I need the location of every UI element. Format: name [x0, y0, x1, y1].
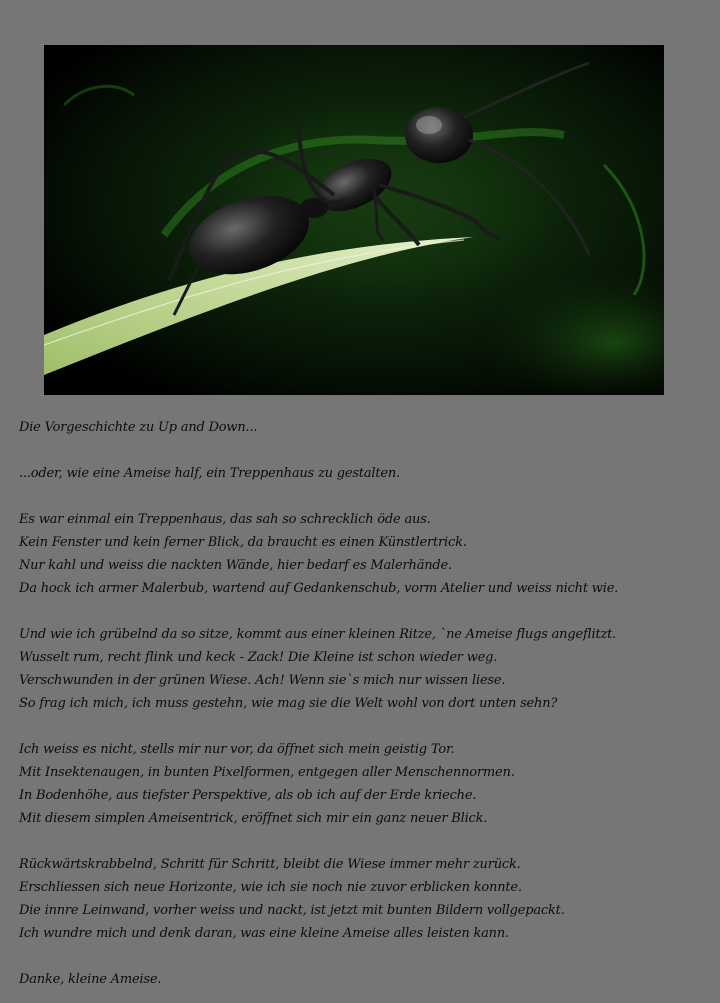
ant-photo [44, 45, 664, 395]
stanza-3 [19, 738, 709, 830]
verse-line: Rückwärtskrabbelnd, Schritt für Schritt, bleibt die Wiese immer mehr zurück. [19, 857, 521, 872]
verse-line: Nur kahl und weiss die nackten Wände, hier bedarf es Malerhände. [19, 558, 452, 573]
stanza-1 [19, 508, 709, 600]
verse-line: Wusselt rum, recht flink und keck - Zack! Die Kleine ist schon wieder weg. [19, 650, 498, 665]
verse-line: Verschwunden in der grünen Wiese. Ach! Wenn sie`s mich nur wissen liese. [19, 673, 506, 688]
verse-line: Und wie ich grübelnd da so sitze, kommt aus einer kleinen Ritze, `ne Ameise flugs angeflitzt. [19, 627, 617, 642]
ant-on-grass-image [44, 45, 664, 395]
verse-line: So frag ich mich, ich muss gestehn, wie mag sie die Welt wohl von dort unten sehn? [19, 696, 558, 711]
stanza-2 [19, 623, 709, 715]
story-subtitle: ...oder, wie eine Ameise half, ein Treppenhaus zu gestalten. [19, 466, 400, 481]
verse-line: Ich wundre mich und denk daran, was eine kleine Ameise alles leisten kann. [19, 926, 509, 941]
story-text [19, 416, 709, 991]
verse-line: Kein Fenster und kein ferner Blick, da braucht es einen Künstlertrick. [19, 535, 467, 550]
verse-line: Die innre Leinwand, vorher weiss und nackt, ist jetzt mit bunten Bildern vollgepackt. [19, 903, 565, 918]
verse-line: Erschliessen sich neue Horizonte, wie ich sie noch nie zuvor erblicken konnte. [19, 880, 522, 895]
closing-line: Danke, kleine Ameise. [19, 972, 162, 987]
verse-line: Mit diesem simplen Ameisentrick, eröffnet sich mir ein ganz neuer Blick. [19, 811, 488, 826]
stanza-4 [19, 853, 709, 945]
verse-line: Es war einmal ein Treppenhaus, das sah so schrecklich öde aus. [19, 512, 431, 527]
verse-line: Ich weiss es nicht, stells mir nur vor, da öffnet sich mein geistig Tor. [19, 742, 455, 757]
verse-line: In Bodenhöhe, aus tiefster Perspektive, als ob ich auf der Erde krieche. [19, 788, 477, 803]
verse-line: Da hock ich armer Malerbub, wartend auf Gedankenschub, vorm Atelier und weiss nicht wie. [19, 581, 619, 596]
story-heading: Die Vorgeschichte zu Up and Down... [19, 420, 258, 435]
verse-line: Mit Insektenaugen, in bunten Pixelformen, entgegen aller Menschennormen. [19, 765, 515, 780]
